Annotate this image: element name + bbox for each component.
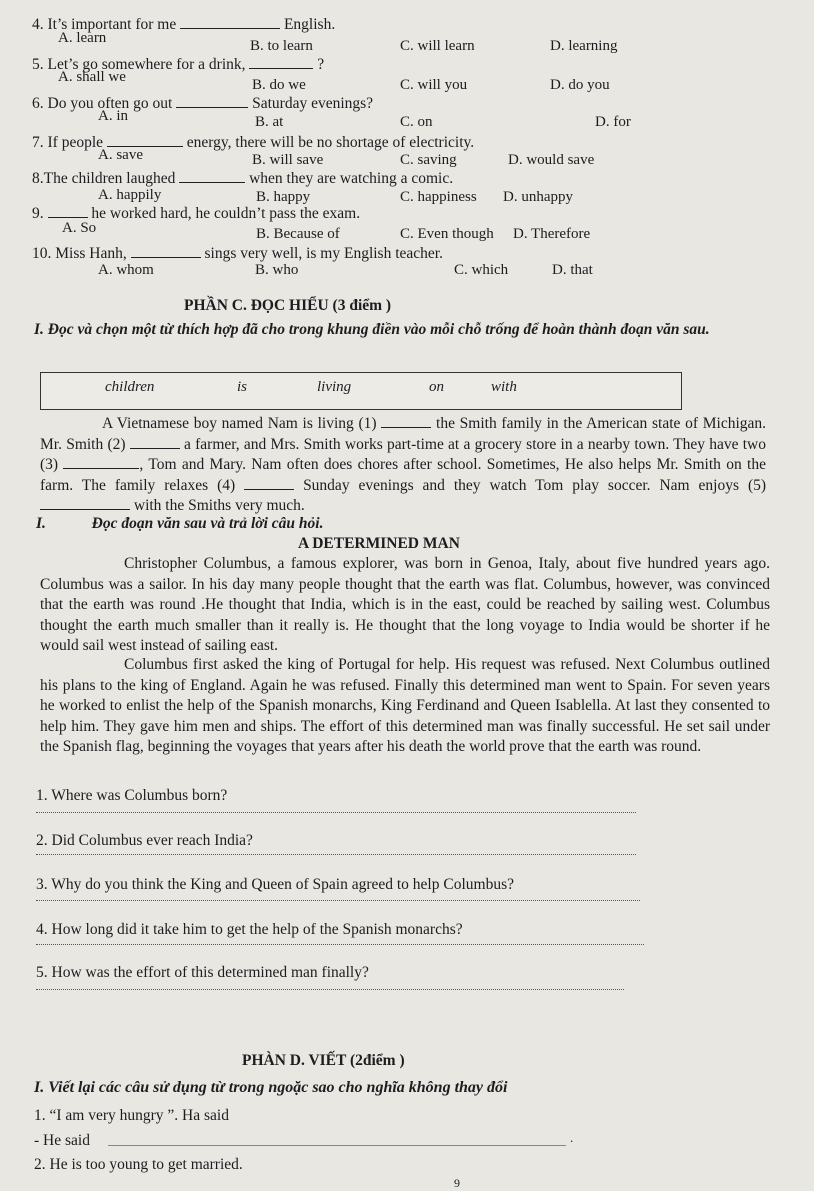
cloze-paragraph	[40, 414, 766, 517]
passage-text-2: Columbus first asked the king of Portugal for help. His request was refused. Next Columbus outlined his plans to the king of England. Again he was refused. Finally this determined man went to Spain. For seven years he worked to enlist the help of the Spanish monarchs, King Ferdinand and Queen Isablella. At last they consented to help him. They gave him men and ships. The effort of this determined man was finally successful. He set sail under the Spanish flag, beginning the voyages that years after his death the world prove that the earth was round.	[40, 656, 770, 755]
q4-option-d[interactable]: D. learning	[550, 38, 618, 54]
cloze-text: with the Smiths very much.	[133, 497, 305, 514]
passage-title: A DETERMINED MAN	[298, 535, 460, 552]
q10-blank[interactable]	[131, 257, 201, 258]
q8-blank[interactable]	[179, 182, 245, 183]
cloze-text: the Smith family in the American state of Michigan. Mr. Smith (2)	[40, 415, 767, 453]
word-box-item: on	[429, 379, 444, 395]
reading-question-3: 3. Why do you think the King and Queen of Spain agreed to help Columbus?	[36, 876, 514, 893]
reading-section-title: PHẦN C. ĐỌC HIỂU (3 điểm )	[184, 297, 392, 314]
answer-line-2[interactable]	[36, 854, 636, 855]
answer-line-4[interactable]	[36, 944, 644, 945]
word-box	[40, 372, 682, 410]
cloze-blank-4[interactable]	[244, 489, 294, 490]
writing-instruction: I. Viết lại các câu sử dụng từ trong ngoặc sao cho nghĩa không thay đổi	[34, 1079, 508, 1096]
reading-instruction-2	[36, 515, 323, 533]
instruction-2-number: I.	[36, 515, 46, 532]
writing-sentence-1: 1. “I am very hungry ”. Ha said	[34, 1107, 229, 1124]
q7-option-a[interactable]: A. save	[98, 147, 143, 163]
writing-answer-end: .	[570, 1130, 574, 1145]
q5-option-d[interactable]: D. do you	[550, 77, 610, 93]
q4-text-a: 4. It’s important for me	[32, 16, 177, 33]
q6-blank[interactable]	[176, 107, 248, 108]
q8-option-b[interactable]: B. happy	[256, 189, 311, 205]
word-box-item: is	[237, 379, 248, 395]
q8-option-d[interactable]: D. unhappy	[503, 189, 573, 205]
answer-line-5[interactable]	[36, 989, 624, 990]
cloze-blank-3[interactable]	[63, 468, 139, 469]
reading-question-4: 4. How long did it take him to get the help of the Spanish monarchs?	[36, 921, 463, 938]
q10-option-b[interactable]: B. who	[255, 262, 299, 278]
q9-option-c[interactable]: C. Even though	[400, 226, 494, 242]
writing-answer-prefix: - He said	[34, 1132, 90, 1149]
answer-line-1[interactable]	[36, 812, 636, 813]
q6-text-a: 6. Do you often go out	[32, 95, 173, 112]
q5-option-b[interactable]: B. do we	[252, 77, 306, 93]
writing-section-title: PHÀN D. VIẾT (2điểm )	[242, 1052, 405, 1069]
q5-text-a: 5. Let’s go somewhere for a drink,	[32, 56, 246, 73]
q8-stem	[32, 170, 453, 188]
q9-text-b: he worked hard, he couldn’t pass the exam.	[91, 205, 361, 222]
q7-option-b[interactable]: B. will save	[252, 152, 324, 168]
q10-text-b: sings very well, is my English teacher.	[204, 245, 443, 262]
instruction-2-text: Đọc đoạn văn sau và trả lời câu hỏi.	[91, 515, 324, 532]
cloze-blank-5[interactable]	[40, 509, 130, 510]
q6-option-a[interactable]: A. in	[98, 108, 128, 124]
reading-question-1: 1. Where was Columbus born?	[36, 787, 228, 804]
cloze-blank-1[interactable]	[381, 427, 431, 428]
q6-stem	[32, 95, 373, 113]
q6-text-b: Saturday evenings?	[252, 95, 374, 112]
page-number: 9	[454, 1176, 460, 1190]
q6-option-b[interactable]: B. at	[255, 114, 284, 130]
q10-option-d[interactable]: D. that	[552, 262, 593, 278]
q6-option-d[interactable]: D. for	[595, 114, 631, 130]
q7-text-a: 7. If people	[32, 134, 104, 151]
q4-text-b: English.	[283, 16, 336, 33]
q10-text-a: 10. Miss Hanh,	[32, 245, 127, 262]
q8-text-b: when they are watching a comic.	[249, 170, 454, 187]
q9-blank[interactable]	[48, 217, 88, 218]
q4-option-b[interactable]: B. to learn	[250, 38, 313, 54]
passage-text-1: Christopher Columbus, a famous explorer, was born in Genoa, Italy, about five hundred years ago. Columbus was a sailor. In his day many people thought that the earth was flat. Columbus, however, was convinced that the earth was round .He thought that India, which is in the east, could be reached by sailing west. Columbus thought the earth much smaller than it really is. He thought that the long voyage to India would be shorter if he would sail west instead of sailing east.	[40, 555, 770, 654]
q10-stem	[32, 245, 443, 263]
q8-option-c[interactable]: C. happiness	[400, 189, 477, 205]
q4-option-a[interactable]: A. learn	[58, 30, 107, 46]
q10-option-a[interactable]: A. whom	[98, 262, 154, 278]
cloze-text: Sunday evenings and they watch Tom play soccer. Nam enjoys (5)	[303, 476, 767, 494]
passage-paragraph-1	[40, 554, 770, 657]
passage-paragraph-2	[40, 655, 770, 758]
word-box-item: living	[317, 379, 352, 395]
answer-line-3[interactable]	[36, 900, 640, 901]
cloze-text: , Tom and Mary. Nam often does chores after school. Sometimes, He also helps Mr. Smith on the farm. The family relaxes (4)	[40, 456, 766, 494]
q5-option-c[interactable]: C. will you	[400, 77, 468, 93]
q9-option-d[interactable]: D. Therefore	[513, 226, 591, 242]
q7-option-c[interactable]: C. saving	[400, 152, 457, 168]
cloze-text: a farmer, and Mrs. Smith works part-time at a grocery store in a nearby town. They have two (3)	[40, 435, 766, 473]
q8-option-a[interactable]: A. happily	[98, 187, 162, 203]
q5-option-a[interactable]: A. shall we	[58, 69, 126, 85]
q5-text-b: ?	[317, 56, 325, 73]
q7-option-d[interactable]: D. would save	[508, 152, 595, 168]
q9-text-a: 9.	[32, 205, 44, 222]
q10-option-c[interactable]: C. which	[454, 262, 509, 278]
q9-option-b[interactable]: B. Because of	[256, 226, 340, 242]
q5-blank[interactable]	[249, 68, 313, 69]
cloze-blank-2[interactable]	[130, 448, 180, 449]
q7-text-b: energy, there will be no shortage of electricity.	[186, 134, 475, 151]
word-box-item: children	[105, 379, 155, 395]
reading-question-2: 2. Did Columbus ever reach India?	[36, 832, 253, 849]
writing-answer-line-1[interactable]	[108, 1145, 566, 1146]
q4-blank[interactable]	[180, 28, 280, 29]
word-box-item: with	[491, 379, 517, 395]
reading-question-5: 5. How was the effort of this determined man finally?	[36, 964, 369, 981]
q6-option-c[interactable]: C. on	[400, 114, 433, 130]
cloze-text: A Vietnamese boy named Nam is living (1)	[102, 415, 377, 432]
reading-instruction-1: I. Đọc và chọn một từ thích hợp đã cho trong khung điền vào mỗi chỗ trống để hoàn thành đoạn văn sau.	[34, 321, 710, 338]
writing-sentence-2: 2. He is too young to get married.	[34, 1156, 243, 1173]
writing-answer-1	[34, 1132, 90, 1150]
q4-option-c[interactable]: C. will learn	[400, 38, 475, 54]
q8-text-a: 8.The children laughed	[32, 170, 176, 187]
q9-option-a[interactable]: A. So	[62, 220, 97, 236]
